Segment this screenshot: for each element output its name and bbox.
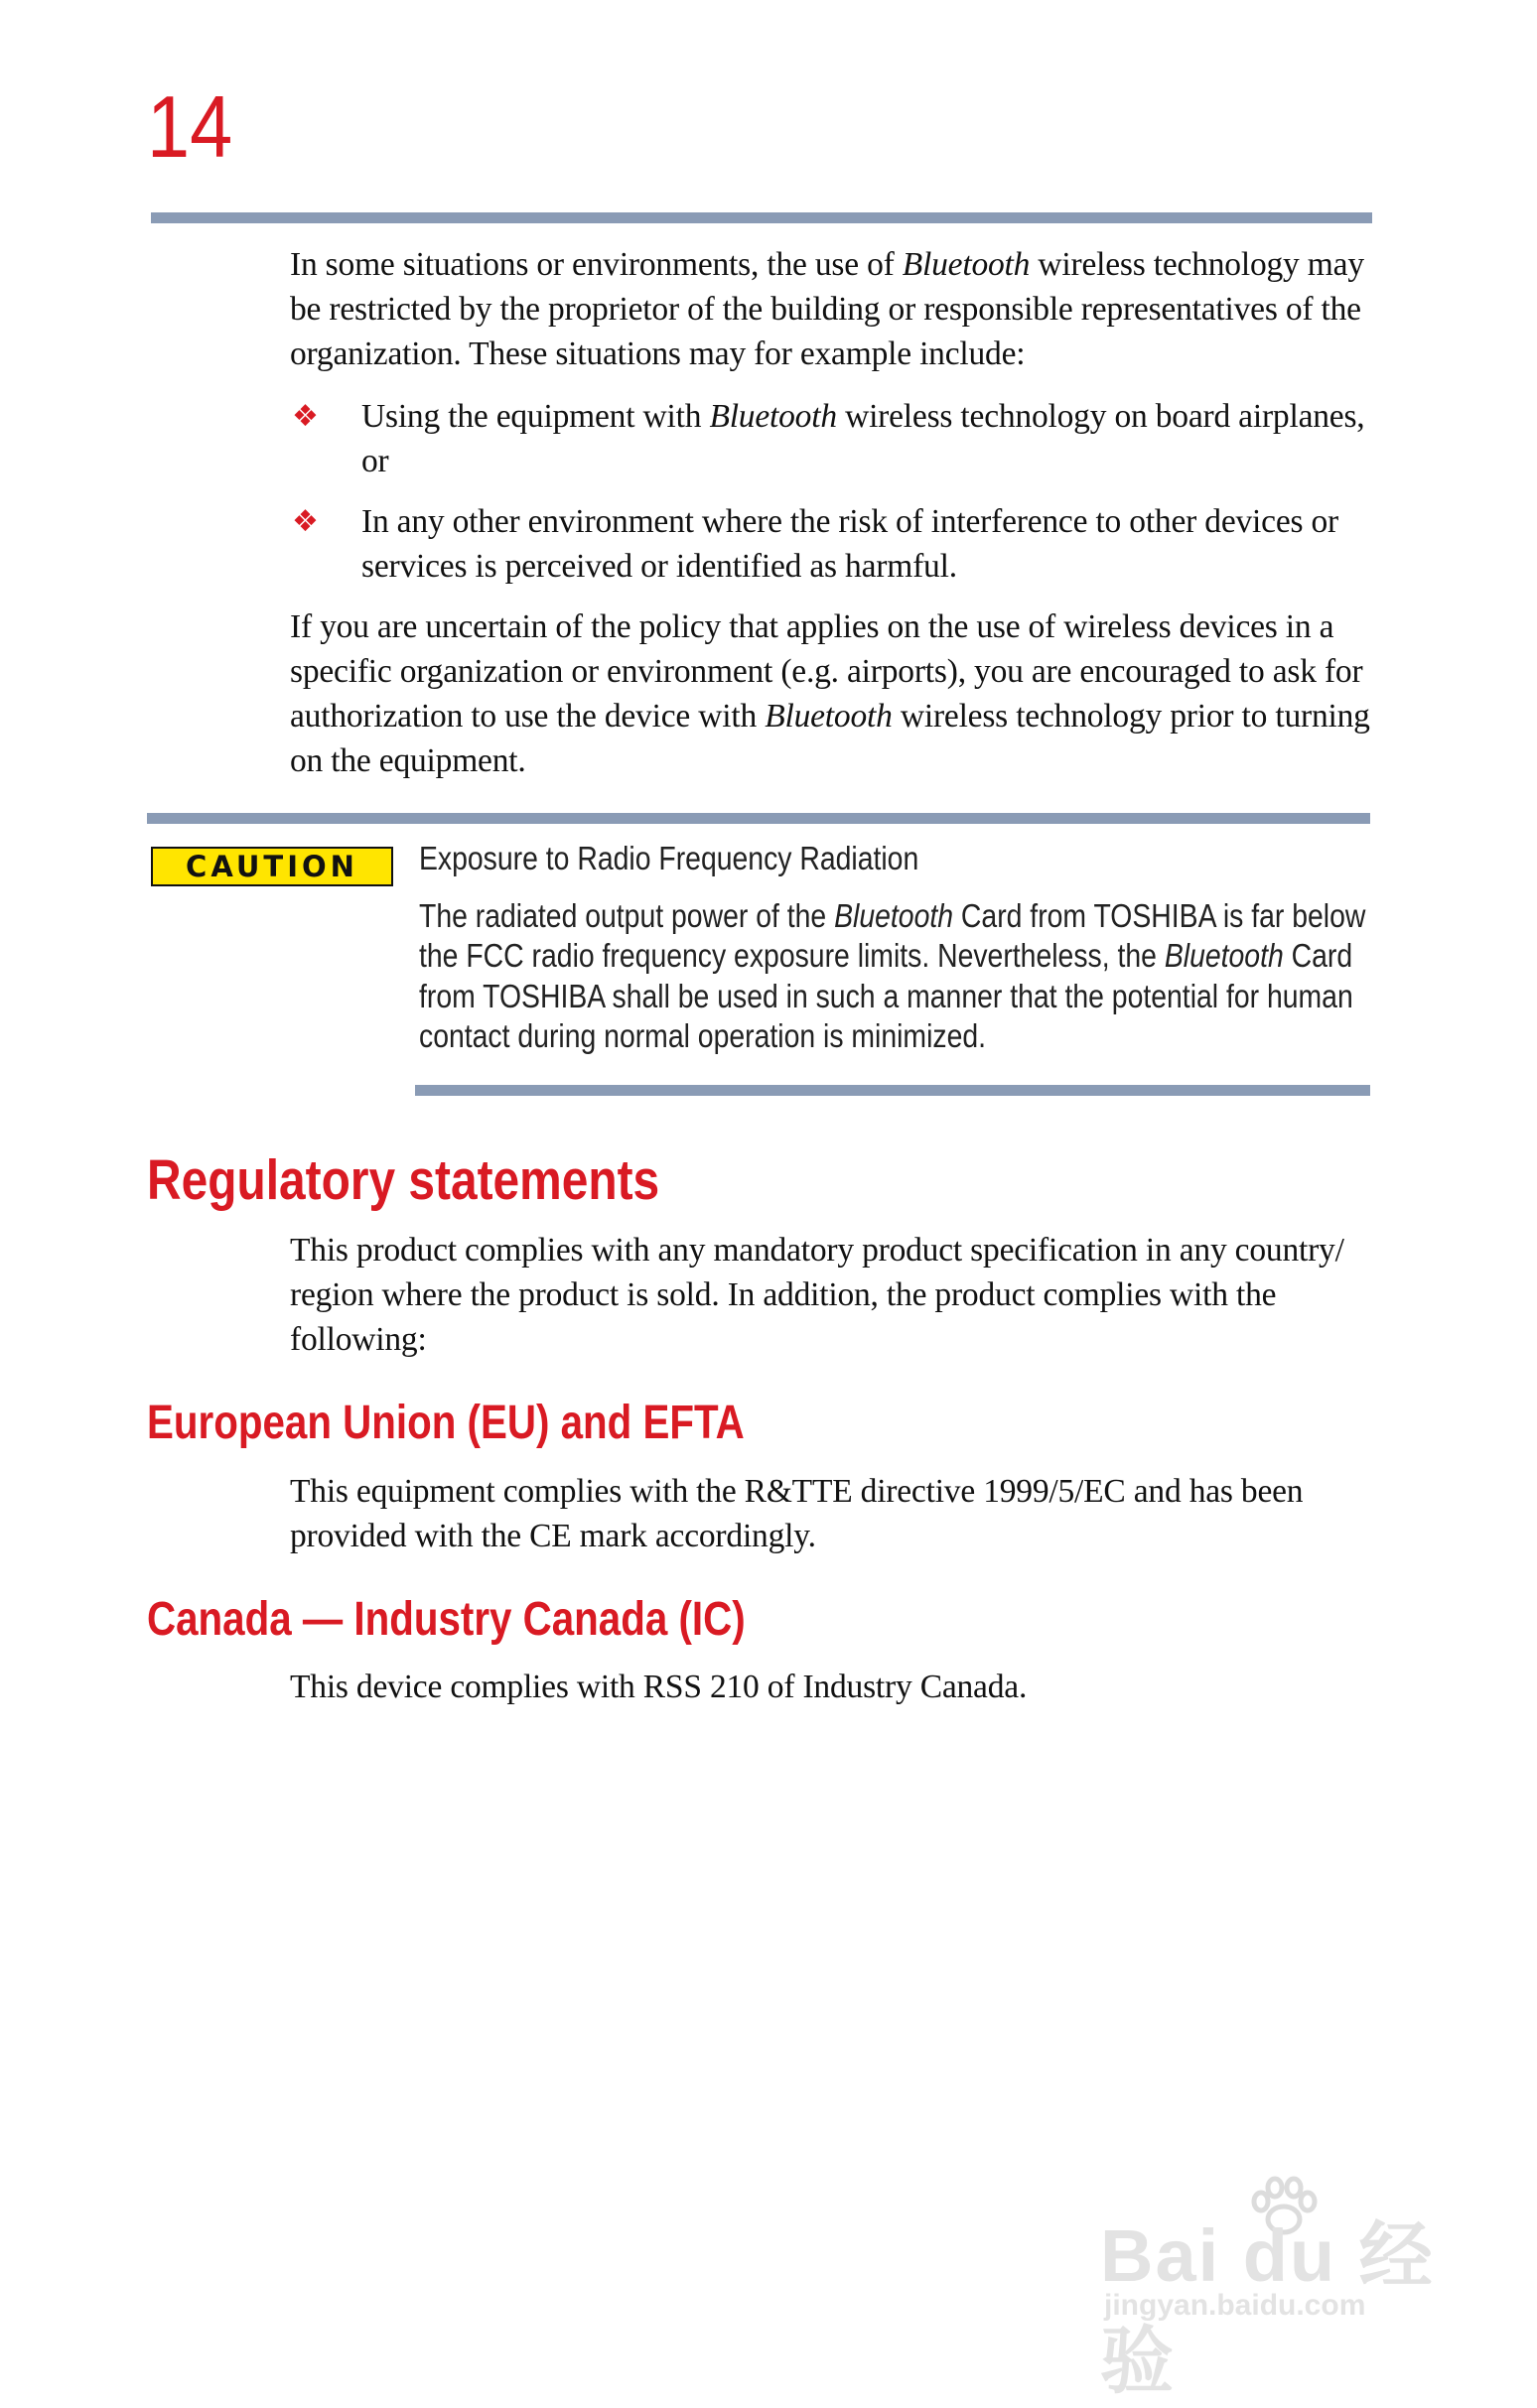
regulatory-text: This product complies with any mandatory product specification in any country/ region where the product is sold. In addition, the product complies with the following: xyxy=(290,1232,1344,1358)
caution-box xyxy=(419,839,1372,1057)
policy-paragraph xyxy=(290,604,1372,783)
policy-text-1: If you are uncertain of the policy that applies on the use of wireless devices in a specific organization or environment (e.g. airports), you are encouraged to ask for authorization to use the device with xyxy=(290,608,1363,735)
bullet-list xyxy=(290,394,1372,604)
canada-paragraph xyxy=(290,1665,1372,1709)
policy-italic: Bluetooth xyxy=(765,698,893,735)
caution-text-part: Card from TOSHIBA is far below the FCC radio frequency exposure limits. Nevertheless, the xyxy=(419,896,1366,974)
watermark xyxy=(1100,2174,1477,2402)
page-number: 14 xyxy=(147,77,233,176)
bullet-italic: Bluetooth xyxy=(709,398,837,435)
watermark-url: jingyan.baidu.com xyxy=(1104,2289,1366,2322)
list-item xyxy=(290,394,1372,483)
bullet-text: In any other environment where the risk of interference to other devices or services is perceived or identified as harmful. xyxy=(361,503,1339,585)
list-item xyxy=(290,499,1372,589)
regulatory-paragraph xyxy=(290,1228,1372,1362)
intro-text-2: wireless technology may be restricted by the proprietor of the building or responsible representatives of the organization. These situations may for example include: xyxy=(290,246,1364,372)
eu-paragraph xyxy=(290,1469,1372,1558)
caution-bottom-divider xyxy=(415,1085,1370,1096)
caution-text-part: Card from TOSHIBA shall be used in such a manner that the potential for human contact during normal operation is minimized. xyxy=(419,937,1353,1054)
section-heading-regulatory: Regulatory statements xyxy=(147,1148,660,1212)
caution-text-part: The radiated output power of the xyxy=(419,896,835,934)
bullet-text: Using the equipment with xyxy=(361,398,710,435)
diamond-bullet-icon: ❖ xyxy=(292,504,319,539)
section-heading-eu: European Union (EU) and EFTA xyxy=(147,1397,745,1449)
intro-italic: Bluetooth xyxy=(902,246,1031,283)
policy-text-2: wireless technology prior to turning on the equipment. xyxy=(290,698,1370,779)
caution-top-divider xyxy=(147,813,1370,824)
top-divider xyxy=(151,212,1372,223)
intro-paragraph xyxy=(290,242,1372,376)
eu-text: This equipment complies with the R&TTE directive 1999/5/EC and has been provided with the CE mark accordingly. xyxy=(290,1473,1304,1554)
caution-italic: Bluetooth xyxy=(1164,937,1284,974)
caution-title: Exposure to Radio Frequency Radiation xyxy=(419,840,919,876)
intro-text-1: In some situations or environments, the use of xyxy=(290,246,903,283)
caution-text xyxy=(419,896,1372,1057)
bullet-text: wireless technology on board airplanes, or xyxy=(361,398,1365,479)
caution-badge: CAUTION xyxy=(151,847,393,886)
caution-italic: Bluetooth xyxy=(834,896,954,934)
section-heading-canada: Canada — Industry Canada (IC) xyxy=(147,1593,746,1646)
watermark-brand: Bai du 经验 xyxy=(1100,2214,1435,2402)
diamond-bullet-icon: ❖ xyxy=(292,399,319,434)
canada-text: This device complies with RSS 210 of Industry Canada. xyxy=(290,1669,1028,1705)
